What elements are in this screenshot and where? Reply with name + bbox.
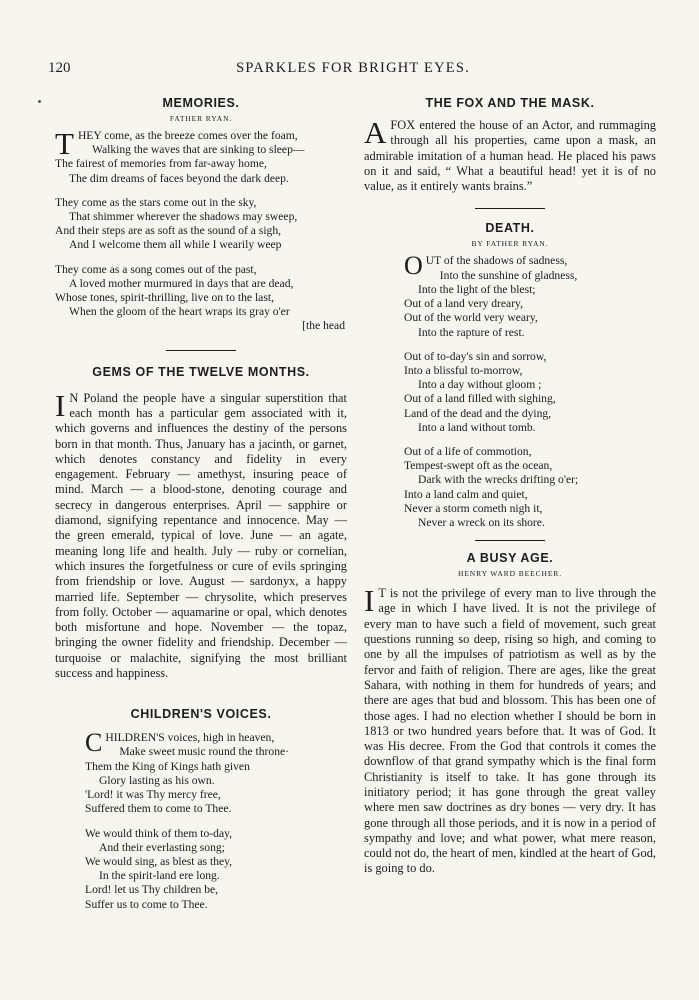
children-stanza-2 [85,827,347,912]
poem-line: Out of a land very dreary, [404,297,523,311]
children-stanza-1 [85,728,347,816]
gems-body [55,387,347,682]
poem-line: Suffer us to come to Thee. [85,897,208,911]
poem-line: Out of a life of commotion, [404,444,532,458]
fox-text: FOX entered the house of an Actor, and rummaging through all his properties, came upon a mask, an admirable imitation of a human head. He placed his paws on it and said, “ What a beautiful head! yet it is of no value, as it entirely wants brains.” [364,118,656,194]
poem-line: Into a day without gloom ; [418,378,542,392]
poem-line: Out of a land filled with sighing, [404,392,556,406]
death-stanza-2 [404,350,656,435]
poem-line: Them the King of Kings hath given [85,759,250,773]
poem-line: 'Lord! it was Thy mercy free, [85,788,221,802]
memories-stanza-2 [55,196,347,253]
gems-text: N Poland the people have a singular superstition that each month has a particular gem associated with it, which governs and influences the destiny of the persons born in that month. Thus, January has a jacinth, or garnet, which denotes constancy and fidelity in every engagement. February — amethyst, insuring peace of mind. March — a blood-stone, denoting courage and secrecy in dangerous enterprises. April — sapphire or diamond, signifying repentance and innocence. May — the green emerald, typical of love. June — an agate, meaning long life and health. July — ruby or cornelian, which insures the forgetfulness or cure of evils springing from friendship or love. August — sardonyx, a happy married life. September — chrysolite, which preserves from folly. October — aquamarine or opal, which denotes both misfortune and hope. November — the topaz, bringing the owner fidelity and friendship. December — turquoise or malachite, signifying the most brilliant success and happiness. [55,390,347,680]
poem-line: When the gloom of the heart wraps its gray o'er [69,305,290,319]
fox-dropcap: A [364,115,387,150]
death-dropcap: O [404,251,423,281]
left-column [55,96,347,922]
poem-line: They come as the stars come out in the sky, [55,195,257,209]
page-header [48,60,658,80]
poem-line: In the spirit-land ere long. [99,869,220,883]
poem-line: The fairest of memories from far-away home, [55,157,267,171]
section-divider [166,350,236,351]
poem-line: Into a land without tomb. [418,420,536,434]
poem-line: Dark with the wrecks drifting o'er; [418,473,579,487]
poem-line: We would sing, as blest as they, [85,854,233,868]
running-title: SPARKLES FOR BRIGHT EYES. [236,60,470,76]
gems-dropcap: I [55,387,66,423]
busy-age-dropcap: I [364,583,375,619]
busy-age-title: A BUSY AGE. [466,551,554,566]
poem-line: Never a wreck on its shore. [418,515,545,529]
poem-line: Into the sunshine of gladness, [439,268,578,282]
poem-line: Glory lasting as his own. [99,773,215,787]
poem-line: HILDREN'S voices, high in heaven, [105,731,275,745]
section-divider [475,208,545,209]
death-stanza-3 [404,445,656,530]
busy-age-section [364,551,656,877]
fox-title: THE FOX AND THE MASK. [425,96,595,110]
death-section [364,221,656,530]
children-title: CHILDREN'S VOICES. [130,707,272,722]
gems-section [55,365,347,682]
poem-line: Walking the waves that are sinking to sleep— [91,143,305,157]
poem-line: Never a storm cometh nigh it, [404,501,543,515]
page-number: 120 [48,60,71,76]
memories-stanza-1 [55,126,347,186]
memories-stanza-3 [55,263,347,334]
poem-line: Into the rapture of rest. [418,325,525,339]
poem-line: UT of the shadows of sadness, [425,254,568,268]
death-title: DEATH. [485,221,535,236]
poem-line: They come as a song comes out of the past, [55,262,257,276]
poem-line: That shimmer wherever the shadows may sweep, [69,210,298,224]
poem-line: Out of to-day's sin and sorrow, [404,349,547,363]
right-column [364,96,656,877]
memories-poem [55,126,347,334]
poem-line: Land of the dead and the dying, [404,406,552,420]
memories-dropcap: T [55,126,74,161]
poem-line: Into a land calm and quiet, [404,487,528,501]
poem-line: Lord! let us Thy children be, [85,883,219,897]
poem-line: Tempest-swept oft as the ocean, [404,459,553,473]
fox-body [364,115,656,194]
memories-title: MEMORIES. [162,96,240,110]
death-author: BY FATHER RYAN. [471,239,549,249]
poem-line: Make sweet music round the throne· [119,745,290,759]
poem-line: Into a blissful to-morrow, [404,363,523,377]
poem-line: And their everlasting song; [99,840,225,854]
children-section [55,707,347,911]
gems-title: GEMS OF THE TWELVE MONTHS. [92,364,310,379]
memories-section [55,96,347,334]
children-dropcap: C [85,728,103,758]
poem-line: We would think of them to-day, [85,826,233,840]
poem-line: Suffered them to come to Thee. [85,802,232,816]
poem-line: HEY come, as the breeze comes over the foam, [77,129,298,142]
poem-line: Out of the world very weary, [404,311,538,325]
poem-line: [the head [302,319,345,333]
busy-age-text: T is not the privilege of every man to live through the age in which I have lived. It is not the privilege of every man to have such a field of movement, such great questions running so deep, rising so high, and coming to one by all the impulses of patriotism as well as by the fervor and faith of religion. There are ages, like the great Sahara, with nothing in them for hundreds of years; and there are ages that bud and blossom. This has been one of those ages. I had no election whether I should be born in 1813 or two hundred years before that. It was of God. It was His decree. From the God that controls it comes the downflow of that grand sympathy which is the final form Christianity is itself to take. It has gone through its initiatory period; it has gone through the great valley where men saw doctrines as dry bones — very dry. It has gone through all those periods, and it is now in a period of sympathy and love; and what power, what mere reason, could not do, the heart of men, kindled at the heart of God, is going to do. [364,586,656,876]
fox-section [364,96,656,194]
poem-line: The dim dreams of faces beyond the dark deep. [69,171,289,185]
busy-age-body [364,583,656,877]
poem-line: A loved mother murmured in days that are dead, [69,276,294,290]
poem-line: Into the light of the blest; [418,282,536,296]
ink-speck [38,100,41,103]
busy-age-author: HENRY WARD BEECHER. [458,569,562,579]
memories-author: FATHER RYAN. [169,114,233,123]
children-poem [55,728,347,911]
poem-line: Whose tones, spirit-thrilling, live on to the last, [55,291,274,305]
poem-line: And I welcome them all while I wearily weep [69,238,282,252]
section-divider [475,540,545,541]
death-stanza-1 [404,251,656,339]
death-poem [364,251,656,530]
poem-line: And their steps are as soft as the sound of a sigh, [55,224,282,238]
